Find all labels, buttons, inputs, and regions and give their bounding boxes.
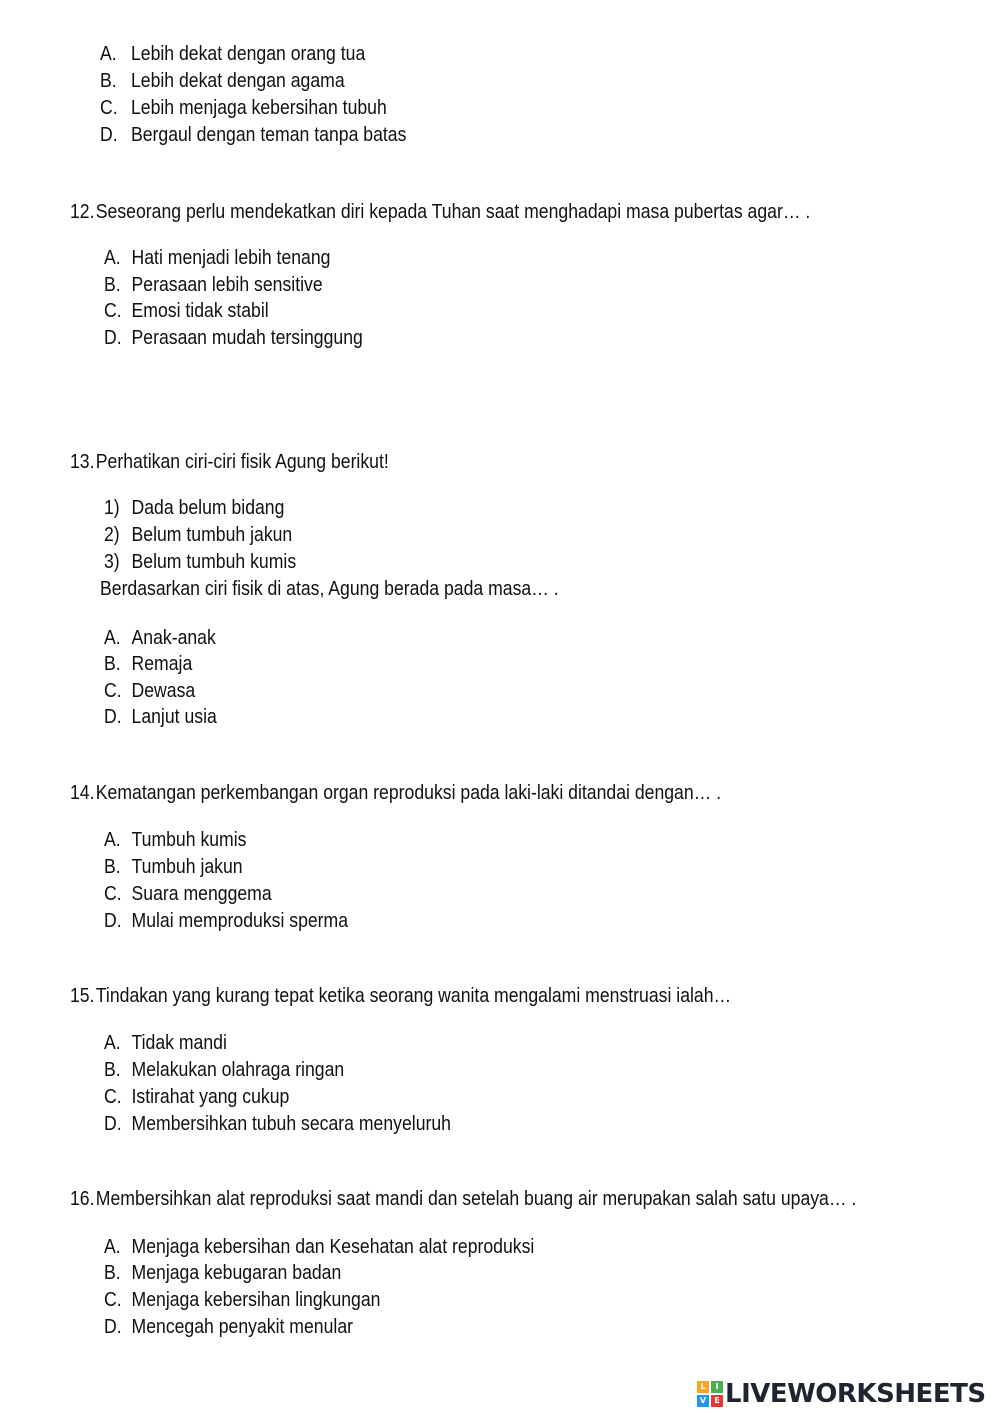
q14-option-d: D. Mulai memproduksi sperma (104, 909, 349, 932)
prev-option-c: C. Lebih menjaga kebersihan tubuh (100, 96, 387, 119)
q15-option-b: B. Melakukan olahraga ringan (104, 1058, 345, 1081)
q14-option-c: C. Suara menggema (104, 882, 272, 905)
q12-option-c: C. Emosi tidak stabil (104, 299, 269, 322)
logo-cell-v: V (697, 1395, 709, 1407)
question-16: 16.Membersihkan alat reproduksi saat mandi dan setelah buang air merupakan salah satu upaya… . (70, 1187, 857, 1210)
prev-option-d: D. Bergaul dengan teman tanpa batas (100, 123, 407, 146)
q14-option-a: A. Tumbuh kumis (104, 828, 247, 851)
question-14: 14.Kematangan perkembangan organ reproduksi pada laki-laki ditandai dengan… . (70, 781, 722, 804)
q15-option-d: D. Membersihkan tubuh secara menyeluruh (104, 1112, 451, 1135)
q16-option-a: A. Menjaga kebersihan dan Kesehatan alat reproduksi (104, 1235, 535, 1258)
q13-item-3: 3) Belum tumbuh kumis (104, 550, 297, 573)
q12-option-b: B. Perasaan lebih sensitive (104, 273, 323, 296)
q13-prompt: Berdasarkan ciri fisik di atas, Agung berada pada masa… . (100, 577, 559, 600)
q13-option-b: B. Remaja (104, 652, 193, 675)
prev-option-a: A. Lebih dekat dengan orang tua (100, 42, 366, 65)
logo-cell-i: I (711, 1381, 723, 1393)
liveworksheets-logo-text: LIVEWORKSHEETS (725, 1379, 986, 1409)
q16-option-c: C. Menjaga kebersihan lingkungan (104, 1288, 381, 1311)
question-12: 12.Seseorang perlu mendekatkan diri kepada Tuhan saat menghadapi masa pubertas agar… . (70, 200, 811, 223)
q13-option-c: C. Dewasa (104, 679, 196, 702)
logo-cell-l: L (697, 1381, 709, 1393)
q13-option-a: A. Anak-anak (104, 626, 216, 649)
question-15: 15.Tindakan yang kurang tepat ketika seorang wanita mengalami menstruasi ialah… (70, 984, 732, 1007)
logo-cell-e: E (711, 1395, 723, 1407)
liveworksheets-logo-icon (697, 1381, 723, 1407)
q12-option-a: A. Hati menjadi lebih tenang (104, 246, 331, 269)
q13-option-d: D. Lanjut usia (104, 705, 217, 728)
liveworksheets-logo[interactable] (697, 1378, 986, 1410)
q12-option-d: D. Perasaan mudah tersinggung (104, 326, 363, 349)
q15-option-c: C. Istirahat yang cukup (104, 1085, 290, 1108)
prev-option-b: B. Lebih dekat dengan agama (100, 69, 345, 92)
q13-item-2: 2) Belum tumbuh jakun (104, 523, 293, 546)
question-13: 13.Perhatikan ciri-ciri fisik Agung berikut! (70, 450, 389, 473)
q13-item-1: 1) Dada belum bidang (104, 496, 285, 519)
q14-option-b: B. Tumbuh jakun (104, 855, 243, 878)
q16-option-d: D. Mencegah penyakit menular (104, 1315, 354, 1338)
q16-option-b: B. Menjaga kebugaran badan (104, 1261, 342, 1284)
q15-option-a: A. Tidak mandi (104, 1031, 227, 1054)
